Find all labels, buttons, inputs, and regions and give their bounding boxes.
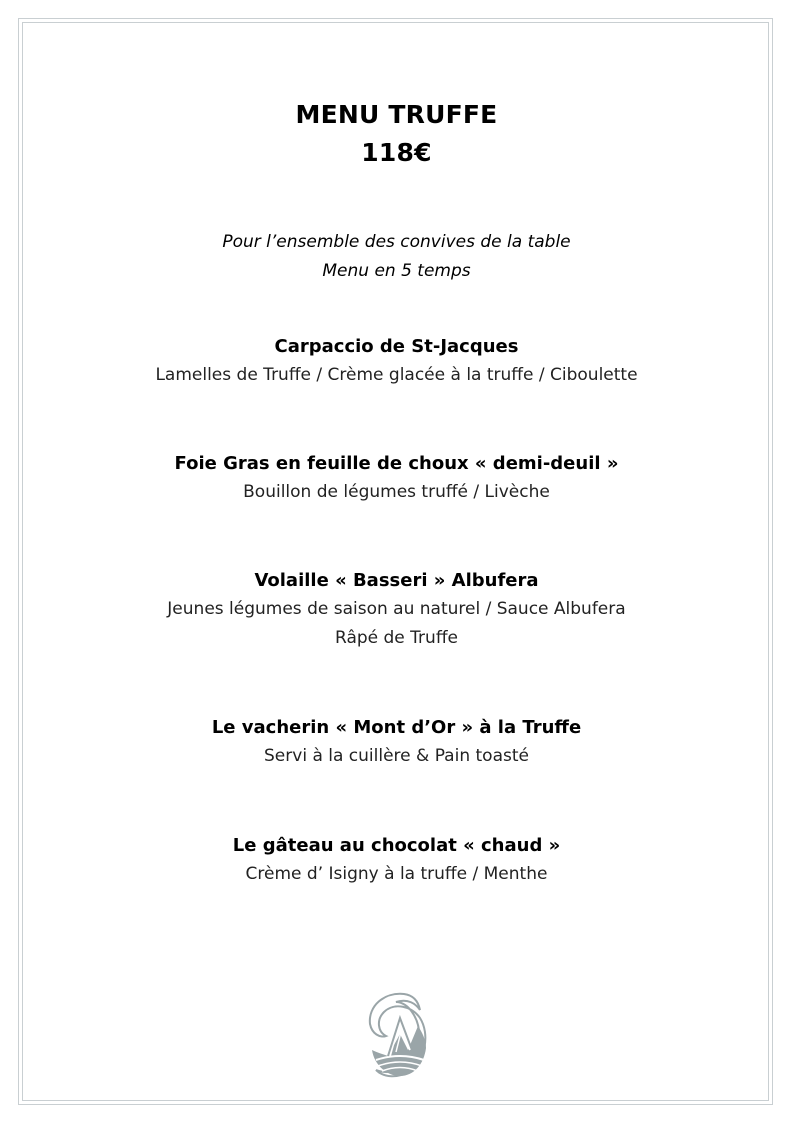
course-name: Le vacherin « Mont d’Or » à la Truffe [211,717,582,738]
intro-line-2: Menu en 5 temps [322,261,471,281]
course-description: Jeunes légumes de saison au naturel / Sauce Albufera [167,599,626,619]
intro-line-1: Pour l’ensemble des convives de la table [222,232,571,252]
menu-price: 118€ [361,138,432,167]
page-frame-inner [22,22,769,1101]
course-description: Bouillon de légumes truffé / Livèche [243,482,550,502]
course-description-line-2: Râpé de Truffe [335,628,458,648]
course-name: Foie Gras en feuille de choux « demi-deuil » [174,453,619,474]
course-name: Volaille « Basseri » Albufera [254,570,539,591]
course-3 [0,566,793,653]
course-5 [0,831,793,889]
course-description: Servi à la cuillère & Pain toasté [264,746,529,766]
course-description: Lamelles de Truffe / Crème glacée à la truffe / Ciboulette [155,365,638,385]
course-name: Carpaccio de St-Jacques [274,336,519,357]
course-name: Le gâteau au chocolat « chaud » [232,835,561,856]
restaurant-logo-icon [364,990,430,1078]
course-description: Crème d’ Isigny à la truffe / Menthe [245,864,548,884]
course-1 [0,332,793,390]
menu-title: MENU TRUFFE [295,100,498,129]
course-2 [0,449,793,507]
course-4 [0,713,793,771]
